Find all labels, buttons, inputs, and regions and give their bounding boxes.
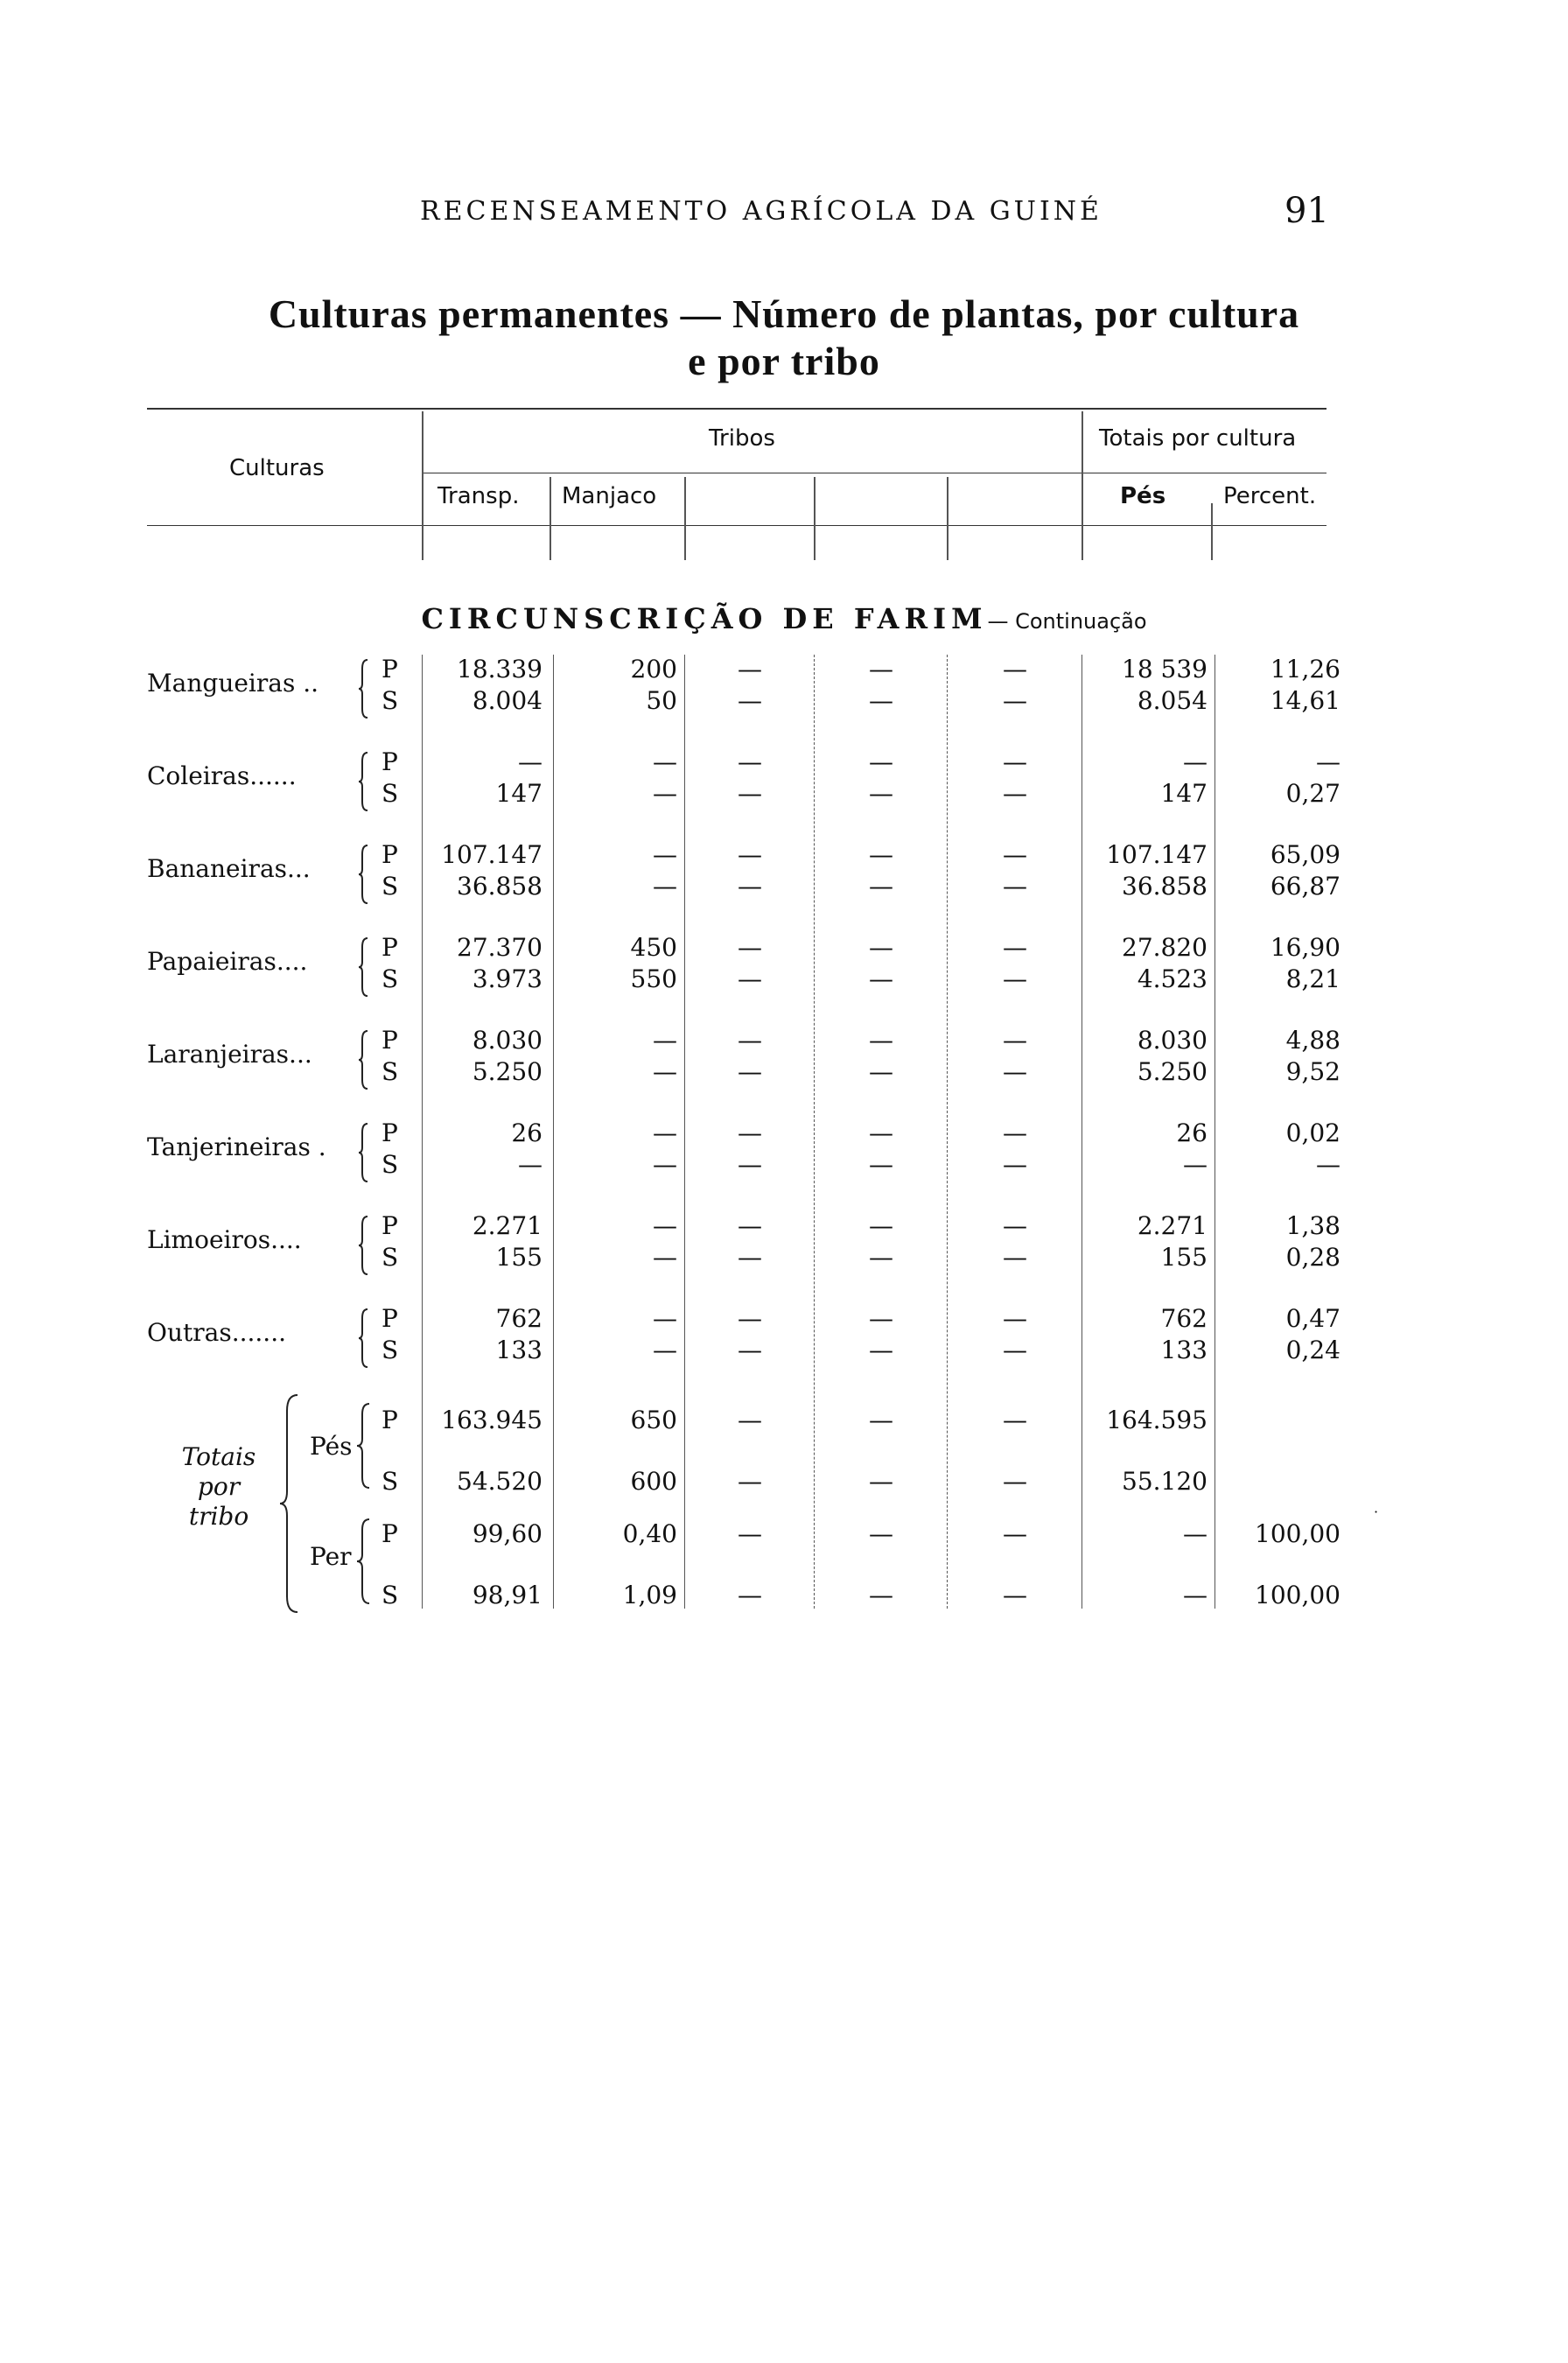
table-cell: — <box>1003 1243 1027 1272</box>
totals-cell: 99,60 <box>472 1519 542 1548</box>
table-cell: 3.973 <box>472 964 542 993</box>
table-cell: 155 <box>495 1243 542 1272</box>
table-cell: 5.250 <box>472 1057 542 1086</box>
row-brace-icon <box>359 1029 371 1094</box>
table-cell: 0,28 <box>1285 1243 1340 1272</box>
table-cell: — <box>653 840 677 869</box>
table-cell: — <box>738 1057 762 1086</box>
table-cell: 18 539 <box>1122 655 1208 684</box>
table-cell: 16,90 <box>1270 933 1340 962</box>
table-cell: — <box>738 1243 762 1272</box>
table-cell: — <box>1003 1026 1027 1055</box>
totals-cell: — <box>869 1467 893 1496</box>
totals-cell: — <box>1003 1467 1027 1496</box>
crop-name: Limoeiros.... <box>147 1225 302 1254</box>
table-cell: 0,27 <box>1285 779 1340 808</box>
table-cell: — <box>738 1150 762 1179</box>
divider-pes <box>1211 503 1213 560</box>
table-cell: — <box>738 840 762 869</box>
totals-label-line3: tribo <box>188 1502 249 1531</box>
totals-cell: — <box>738 1519 762 1548</box>
crop-name: Outras....... <box>147 1318 286 1347</box>
table-cell: 18.339 <box>457 655 542 684</box>
crop-name: Coleiras...... <box>147 761 297 790</box>
table-cell: 147 <box>1160 779 1208 808</box>
table-cell: — <box>653 747 677 776</box>
crop-name: Laranjeiras... <box>147 1040 312 1069</box>
table-cell: — <box>869 779 893 808</box>
table-cell: 27.370 <box>457 933 542 962</box>
totals-cell: 164.595 <box>1106 1406 1208 1434</box>
table-cell: — <box>869 1150 893 1179</box>
table-cell: 8.004 <box>472 686 542 715</box>
table-cell: — <box>738 1118 762 1147</box>
table-cell: — <box>653 1211 677 1240</box>
table-cell: 66,87 <box>1270 872 1340 901</box>
table-cell: — <box>738 747 762 776</box>
header-bottom-rule <box>147 525 1326 526</box>
page-number: 91 <box>1284 191 1329 231</box>
table-cell: — <box>869 655 893 684</box>
header-transp: Transp. <box>438 483 520 509</box>
pes-bracket-icon <box>355 1402 373 1493</box>
table-cell: — <box>869 964 893 993</box>
crop-name: Bananeiras... <box>147 854 311 883</box>
table-cell: — <box>869 1118 893 1147</box>
totals-row-label-s: S <box>382 1467 399 1496</box>
table-cell: — <box>653 1150 677 1179</box>
totals-cell: — <box>738 1467 762 1496</box>
totals-cell: 100,00 <box>1255 1581 1340 1609</box>
table-cell: — <box>653 1026 677 1055</box>
row-brace-icon <box>359 1215 371 1280</box>
totals-cell: 55.120 <box>1122 1467 1208 1496</box>
table-cell: 0,47 <box>1285 1304 1340 1333</box>
totals-cell: 600 <box>630 1467 677 1496</box>
table-cell: — <box>869 747 893 776</box>
table-cell: — <box>653 872 677 901</box>
body-divider-col4 <box>947 655 948 1609</box>
header-culturas: Culturas <box>229 455 325 481</box>
table-cell: — <box>1003 686 1027 715</box>
table-cell: 8,21 <box>1285 964 1340 993</box>
table-cell: — <box>653 1118 677 1147</box>
table-cell: 107.147 <box>1106 840 1208 869</box>
table-cell: — <box>1003 872 1027 901</box>
table-cell: — <box>653 1304 677 1333</box>
table-cell: — <box>869 1211 893 1240</box>
table-cell: 450 <box>630 933 677 962</box>
table-cell: 14,61 <box>1270 686 1340 715</box>
row-label-p: P <box>382 1026 398 1055</box>
table-cell: 26 <box>1176 1118 1208 1147</box>
header-top-rule <box>147 408 1326 410</box>
totals-cell: 100,00 <box>1255 1519 1340 1548</box>
table-cell: — <box>1003 1150 1027 1179</box>
crop-name: Tanjerineiras . <box>147 1132 326 1161</box>
table-cell: 762 <box>1160 1304 1208 1333</box>
row-label-s: S <box>382 1243 399 1272</box>
table-cell: 8.030 <box>472 1026 542 1055</box>
running-head: RECENSEAMENTO AGRÍCOLA DA GUINÉ <box>420 196 1102 227</box>
table-cell: 36.858 <box>457 872 542 901</box>
header-pes: Pés <box>1120 483 1166 509</box>
table-cell: 1,38 <box>1285 1211 1340 1240</box>
divider-transp <box>550 477 551 560</box>
table-cell: — <box>1183 747 1208 776</box>
body-divider-manjaco <box>684 655 685 1609</box>
table-cell: 50 <box>646 686 677 715</box>
divider-manjaco <box>684 477 686 560</box>
totals-cell: — <box>1183 1581 1208 1609</box>
table-cell: 0,02 <box>1285 1118 1340 1147</box>
table-cell: — <box>1003 964 1027 993</box>
table-cell: — <box>653 1243 677 1272</box>
totals-row-label-p: P <box>382 1406 398 1434</box>
table-cell: 11,26 <box>1270 655 1340 684</box>
table-cell: — <box>1003 1336 1027 1364</box>
row-brace-icon <box>359 844 371 908</box>
divider-totais <box>1082 411 1083 560</box>
row-label-p: P <box>382 655 398 684</box>
row-label-s: S <box>382 872 399 901</box>
header-tribos: Tribos <box>709 425 775 452</box>
table-cell: — <box>869 1057 893 1086</box>
table-cell: — <box>1003 1118 1027 1147</box>
body-divider-transp <box>553 655 554 1609</box>
table-cell: 107.147 <box>441 840 542 869</box>
table-cell: — <box>738 1336 762 1364</box>
table-cell: — <box>869 1026 893 1055</box>
row-label-s: S <box>382 964 399 993</box>
row-label-s: S <box>382 1150 399 1179</box>
row-brace-icon <box>359 1122 371 1187</box>
table-cell: — <box>738 1026 762 1055</box>
table-cell: 8.030 <box>1137 1026 1208 1055</box>
body-divider-pes <box>1214 655 1215 1609</box>
table-cell: — <box>1316 1150 1340 1179</box>
table-cell: 155 <box>1160 1243 1208 1272</box>
table-cell: — <box>1003 1304 1027 1333</box>
table-cell: 133 <box>495 1336 542 1364</box>
table-cell: 4,88 <box>1285 1026 1340 1055</box>
totals-label-line2: por <box>197 1472 241 1501</box>
totals-cell: — <box>869 1519 893 1548</box>
table-cell: — <box>653 1336 677 1364</box>
table-cell: — <box>738 1211 762 1240</box>
header-manjaco: Manjaco <box>562 483 657 509</box>
header-percent: Percent. <box>1223 483 1317 509</box>
table-cell: — <box>869 1243 893 1272</box>
row-brace-icon <box>359 658 371 723</box>
table-cell: 36.858 <box>1122 872 1208 901</box>
row-label-s: S <box>382 779 399 808</box>
table-cell: — <box>1183 1150 1208 1179</box>
table-cell: — <box>869 840 893 869</box>
table-cell: 0,24 <box>1285 1336 1340 1364</box>
table-cell: 9,52 <box>1285 1057 1340 1086</box>
row-label-s: S <box>382 1057 399 1086</box>
table-cell: — <box>1003 840 1027 869</box>
table-cell: 5.250 <box>1137 1057 1208 1086</box>
table-cell: — <box>653 1057 677 1086</box>
table-cell: — <box>1316 747 1340 776</box>
crop-name: Mangueiras .. <box>147 669 319 698</box>
table-cell: — <box>869 686 893 715</box>
table-cell: 2.271 <box>1137 1211 1208 1240</box>
section-heading <box>0 602 1568 635</box>
totals-cell: — <box>869 1406 893 1434</box>
table-cell: 27.820 <box>1122 933 1208 962</box>
table-cell: — <box>738 964 762 993</box>
divider-col3 <box>814 477 816 560</box>
per-bracket-icon <box>355 1518 373 1609</box>
table-cell: — <box>738 1304 762 1333</box>
table-cell: 65,09 <box>1270 840 1340 869</box>
row-label-p: P <box>382 1118 398 1147</box>
table-cell: — <box>653 779 677 808</box>
table-cell: — <box>1003 933 1027 962</box>
table-cell: 8.054 <box>1137 686 1208 715</box>
totals-cell: 1,09 <box>622 1581 677 1609</box>
row-label-p: P <box>382 747 398 776</box>
row-label-s: S <box>382 686 399 715</box>
row-brace-icon <box>359 751 371 816</box>
totals-cell: — <box>1183 1519 1208 1548</box>
divider-col4 <box>947 477 948 560</box>
row-label-p: P <box>382 1211 398 1240</box>
table-cell: — <box>869 872 893 901</box>
totals-cell: — <box>869 1581 893 1609</box>
row-label-s: S <box>382 1336 399 1364</box>
totals-cell: — <box>738 1406 762 1434</box>
row-brace-icon <box>359 1308 371 1372</box>
table-cell: — <box>738 933 762 962</box>
table-cell: 550 <box>630 964 677 993</box>
header-totais: Totais por cultura <box>1099 425 1297 452</box>
totals-cell: 650 <box>630 1406 677 1434</box>
body-divider-culturas <box>422 655 423 1609</box>
totals-bracket-icon <box>278 1393 304 1620</box>
table-cell: — <box>869 1304 893 1333</box>
table-cell: — <box>1003 1057 1027 1086</box>
table-title: Culturas permanentes — Número de plantas, por cultura <box>268 291 1300 336</box>
totals-cell: — <box>1003 1519 1027 1548</box>
table-cell: — <box>869 933 893 962</box>
totals-cell: — <box>738 1581 762 1609</box>
totals-cell: — <box>1003 1581 1027 1609</box>
totals-label-line1: Totais <box>181 1442 256 1471</box>
divider-culturas <box>422 411 424 560</box>
table-cell: — <box>869 1336 893 1364</box>
table-cell: 4.523 <box>1137 964 1208 993</box>
table-cell: — <box>738 686 762 715</box>
row-label-p: P <box>382 840 398 869</box>
table-cell: — <box>738 655 762 684</box>
section-continuation: — Continuação <box>987 609 1147 634</box>
table-cell: — <box>1003 655 1027 684</box>
row-brace-icon <box>359 936 371 1001</box>
totals-row-label-p: P <box>382 1519 398 1548</box>
table-title-line2: e por tribo <box>688 339 880 383</box>
table-cell: 2.271 <box>472 1211 542 1240</box>
totals-pes-label: Pés <box>310 1432 353 1461</box>
totals-per-label: Per <box>310 1542 352 1571</box>
body-divider-col3 <box>814 655 815 1609</box>
stray-mark: · <box>1374 1504 1379 1520</box>
totals-cell: 54.520 <box>457 1467 542 1496</box>
table-cell: 133 <box>1160 1336 1208 1364</box>
totals-cell: 0,40 <box>622 1519 677 1548</box>
table-cell: — <box>738 779 762 808</box>
table-cell: — <box>1003 1211 1027 1240</box>
totals-cell: 163.945 <box>441 1406 542 1434</box>
totals-cell: — <box>1003 1406 1027 1434</box>
row-label-p: P <box>382 1304 398 1333</box>
table-cell: — <box>1003 747 1027 776</box>
table-cell: 147 <box>495 779 542 808</box>
row-label-p: P <box>382 933 398 962</box>
table-cell: 200 <box>630 655 677 684</box>
totals-cell: 98,91 <box>472 1581 542 1609</box>
section-title: CIRCUNSCRIÇÃO DE FARIM <box>421 602 988 635</box>
table-cell: 762 <box>495 1304 542 1333</box>
crop-name: Papaieiras.... <box>147 947 308 976</box>
table-cell: — <box>1003 779 1027 808</box>
table-cell: — <box>518 1150 542 1179</box>
totals-row-label-s: S <box>382 1581 399 1609</box>
table-cell: 26 <box>511 1118 542 1147</box>
table-cell: — <box>518 747 542 776</box>
table-cell: — <box>738 872 762 901</box>
